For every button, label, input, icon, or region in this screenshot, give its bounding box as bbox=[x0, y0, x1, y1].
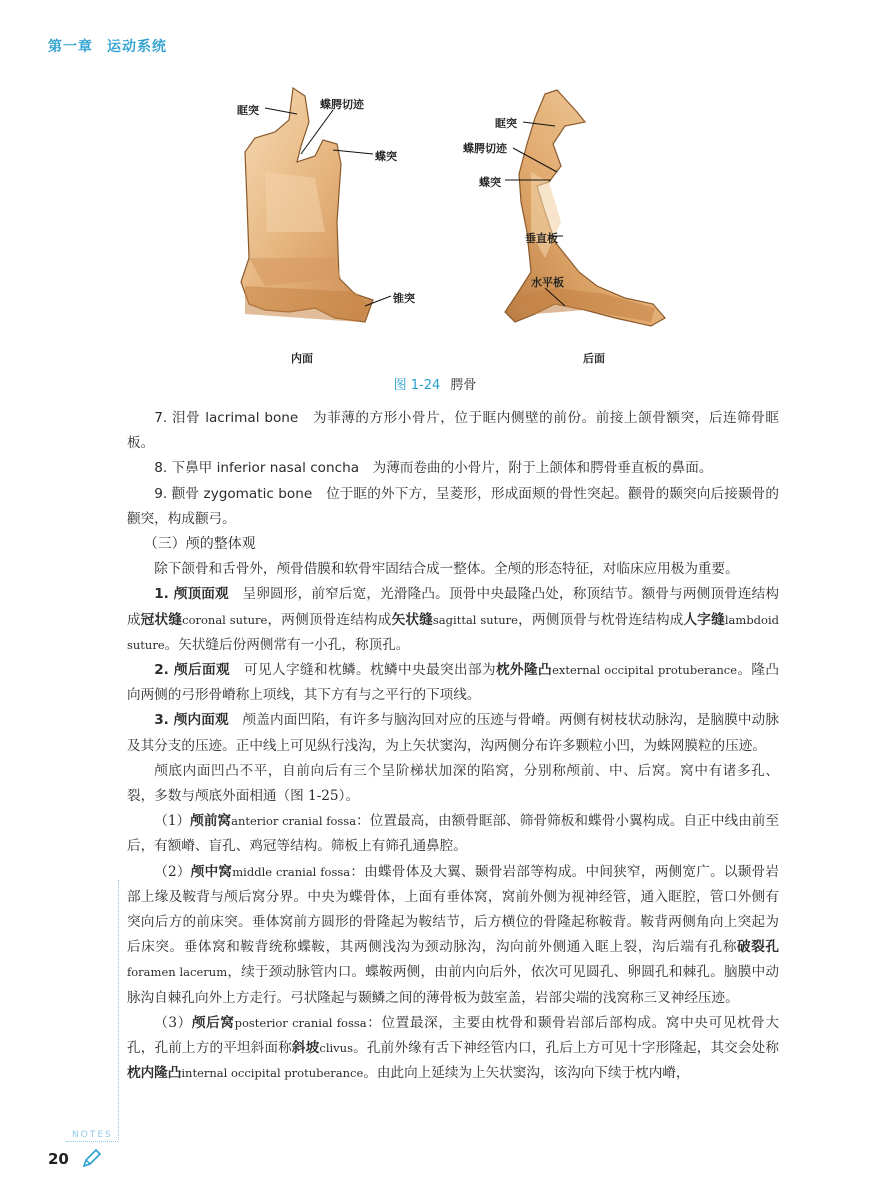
label-sphenopalatine-notch-right: 蝶腭切迹 bbox=[463, 142, 507, 155]
paragraph-zygomatic-bone: 9. 颧骨 zygomatic bone 位于眶的外下方，呈菱形，形成面颊的骨性突起。颧骨的颞突向后接颞骨的颧突，构成颧弓。 bbox=[127, 485, 780, 527]
chapter-title: 运动系统 bbox=[107, 39, 167, 55]
label-sphenopalatine-notch-left: 蝶腭切迹 bbox=[320, 98, 364, 111]
pencil-icon bbox=[80, 1148, 102, 1170]
section-heading: （三）颅的整体观 bbox=[143, 536, 256, 553]
figure-title: 腭骨 bbox=[450, 378, 477, 393]
paragraph-skull-base: 颅底内面凹凸不平，自前向后有三个呈阶梯状加深的陷窝，分别称颅前、中、后窝。窝中有诸多孔、裂，多数与颅底外面相通（图 1-25）。 bbox=[127, 762, 779, 805]
paragraph-skull-internal-view: 3. 颅内面观 颅盖内面凹陷，有许多与脑沟回对应的压迹与骨嵴。两侧有树枝状动脉沟，是脑膜中动脉及其分支的压迹。正中线上可见纵行浅沟，为上矢状窦沟，沟两侧分布许多颗粒小凹，为蛛网膜粒的压迹。 bbox=[127, 712, 780, 754]
term-inferior-nasal-concha: 下鼻甲 inferior nasal concha bbox=[171, 460, 360, 477]
label-sphenoid-process-right: 蝶突 bbox=[479, 176, 501, 189]
label-orbital-process-left: 眶突 bbox=[237, 104, 259, 117]
paragraph-skull-posterior-view: 2. 颅后面观 可见人字缝和枕鳞。枕鳞中央最突出部为枕外隆凸external occipital protuberance。隆凸向两侧的弓形骨嵴称上项线，其下方有与之平行的下项线。 bbox=[127, 662, 780, 704]
running-header bbox=[48, 36, 167, 56]
label-sphenoid-process-left: 蝶突 bbox=[375, 150, 397, 163]
paragraph-inferior-nasal-concha: 8. 下鼻甲 inferior nasal concha 为薄而卷曲的小骨片，附于上颌体和腭骨垂直板的鼻面。 bbox=[154, 460, 713, 477]
paragraph-posterior-fossa: （3）颅后窝posterior cranial fossa：位置最深，主要由枕骨和颞骨岩部后部构成。窝中央可见枕骨大孔，孔前上方的平坦斜面称斜坡clivus。孔前外缘有舌下神经管内口，孔后上方可见十字形隆起，其交会处称枕内隆凸internal occipital protuberance。由此向上延续为上矢状窦沟，该沟向下续于枕内嵴， bbox=[127, 1014, 780, 1082]
label-perpendicular-plate: 垂直板 bbox=[525, 232, 558, 245]
term-lacrimal-bone: 泪骨 lacrimal bone bbox=[172, 410, 299, 426]
palatine-bone-illustration bbox=[205, 82, 675, 368]
page-number: 20 bbox=[48, 1150, 69, 1168]
figure-number: 图 1-24 bbox=[393, 378, 441, 393]
notes-margin-line bbox=[118, 880, 119, 1140]
label-posterior-view: 后面 bbox=[583, 352, 605, 365]
chapter-number: 第一章 bbox=[48, 39, 93, 55]
right-bone-posterior bbox=[505, 90, 665, 326]
label-orbital-process-right: 眶突 bbox=[495, 117, 517, 130]
paragraph-anterior-fossa: （1）颅前窝anterior cranial fossa：位置最高，由额骨眶部、筛骨筛板和蝶骨小翼构成。自正中线由前至后，有额嵴、盲孔、鸡冠等结构。筛板上有筛孔通鼻腔。 bbox=[127, 813, 779, 855]
palatine-bone-figure bbox=[205, 82, 675, 368]
left-bone-medial bbox=[241, 88, 373, 322]
body-text bbox=[127, 406, 779, 1086]
notes-underline bbox=[66, 1141, 118, 1142]
figure-caption bbox=[0, 374, 870, 393]
term-zygomatic-bone: 颧骨 zygomatic bone bbox=[171, 485, 313, 502]
paragraph-skull-top-view: 1. 颅顶面观 呈卵圆形，前窄后宽，光滑隆凸。顶骨中央最隆凸处，称顶结节。额骨与两侧顶骨连结构成冠状缝coronal suture，两侧顶骨连结构成矢状缝sagittal suture，两侧顶骨与枕骨连结构成人字缝lambdoid suture。矢状缝后份两侧常有一小孔，称顶孔。 bbox=[127, 586, 780, 653]
paragraph-middle-fossa: （2）颅中窝middle cranial fossa：由蝶骨体及大翼、颞骨岩部等构成。中间狭窄，两侧宽广。以颞骨岩部上缘及鞍背与颅后窝分界。中央为蝶骨体，上面有垂体窝，窝前外侧为视神经管，通入眶腔，管口外侧有突向后方的前床突。垂体窝前方圆形的骨隆起为鞍结节，后方横位的骨隆起称鞍背。鞍背两侧角向上突起为后床突。垂体窝和鞍背统称蝶鞍，其两侧浅沟为颈动脉沟，沟向前外侧通入眶上裂，沟后端有孔称破裂孔foramen lacerum，续于颈动脉管内口。蝶鞍两侧，由前内向后外，依次可见圆孔、卵圆孔和棘孔。脑膜中动脉沟自棘孔向外上方走行。弓状隆起与颞鳞之间的薄骨板为鼓室盖，岩部尖端的浅窝称三叉神经压迹。 bbox=[127, 863, 780, 1006]
paragraph-intro: 除下颌骨和舌骨外，颅骨借膜和软骨牢固结合成一整体。全颅的形态特征，对临床应用极为重要。 bbox=[154, 561, 739, 578]
paragraph-lacrimal-bone: 7. 泪骨 lacrimal bone 为菲薄的方形小骨片，位于眶内侧壁的前份。前接上颌骨额突，后连筛骨眶板。 bbox=[127, 410, 779, 452]
notes-label: NOTES bbox=[72, 1130, 113, 1140]
label-pyramidal-process: 锥突 bbox=[393, 292, 415, 305]
label-horizontal-plate: 水平板 bbox=[531, 276, 564, 289]
label-medial-view: 内面 bbox=[291, 352, 313, 365]
